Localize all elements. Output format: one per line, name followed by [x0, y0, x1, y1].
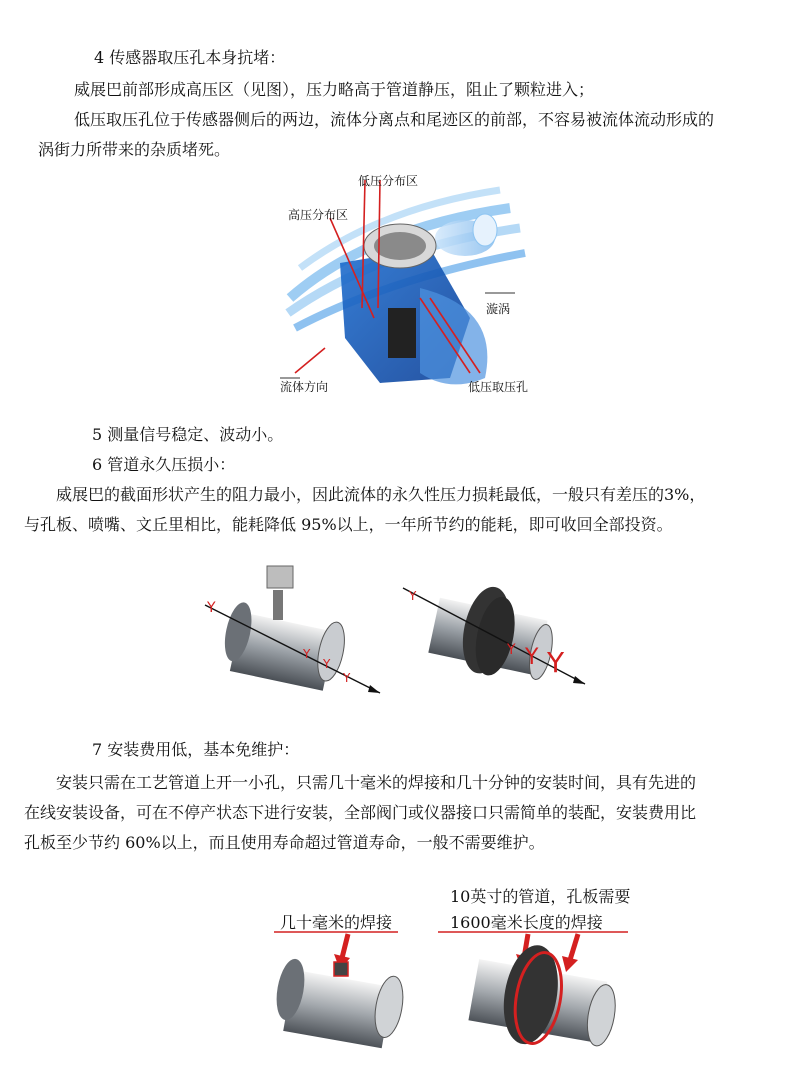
flow-direction-arrow — [295, 348, 325, 373]
section7-paragraph-line1: 安装只需在工艺管道上开一小孔，只需几十毫米的焊接和几十分钟的安装时间，具有先进的 — [56, 773, 697, 792]
section4-paragraph-1: 威展巴前部形成高压区（见图），压力略高于管道静压，阻止了颗粒进入； — [74, 80, 595, 99]
section5-heading: 5 测量信号稳定、波动小。 — [92, 425, 284, 444]
section4-heading: 4 传感器取压孔本身抗堵： — [94, 48, 286, 67]
pipe-with-flange-weld — [468, 941, 619, 1049]
y-marker: Y — [323, 657, 331, 671]
y-marker: Y — [525, 645, 539, 670]
section7-paragraph-line3: 孔板至少节约 60%以上，而且使用寿命超过管道寿命，一般不需要维护。 — [24, 833, 545, 852]
section4-paragraph-2-line2: 涡街力所带来的杂质堵死。 — [38, 140, 231, 159]
section6-paragraph-line1: 威展巴的截面形状产生的阻力最小，因此流体的永久性压力损耗最低，一般只有差压的3%， — [56, 485, 706, 504]
label-high-pressure-zone: 高压分布区 — [288, 208, 349, 222]
y-marker: Y — [409, 589, 417, 603]
label-low-pressure-port: 低压取压孔 — [468, 380, 529, 394]
y-marker: Y — [507, 642, 516, 658]
label-low-pressure-zone: 低压分布区 — [358, 174, 419, 188]
pipe-with-sensor — [220, 566, 349, 691]
section4-paragraph-2-line1: 低压取压孔位于传感器侧后的两边，流体分离点和尾迹区的前部，不容易被流体流动形成的 — [74, 110, 715, 129]
label-weld-big-line2: 1600毫米长度的焊接 — [450, 913, 603, 932]
label-weld-big-line1: 10英寸的管道，孔板需要 — [450, 887, 631, 906]
section7-heading: 7 安装费用低，基本免维护： — [92, 740, 300, 759]
section7-paragraph-line2: 在线安装设备，可在不停产状态下进行安装，全部阀门或仪器接口只需简单的装配，安装费用比 — [24, 803, 697, 822]
welding-comparison-figure — [268, 928, 638, 1068]
y-marker: Y — [207, 600, 216, 616]
y-marker: Y — [303, 647, 311, 661]
pipe-with-small-weld — [272, 957, 407, 1049]
label-flow-direction: 流体方向 — [280, 380, 329, 394]
label-weld-small: 几十毫米的焊接 — [280, 913, 393, 932]
section6-heading: 6 管道永久压损小： — [92, 455, 236, 474]
sensor-flow-diagram — [270, 168, 540, 398]
y-marker: Y — [547, 646, 565, 679]
y-marker: Y — [343, 671, 351, 685]
section6-paragraph-line2: 与孔板、喷嘴、文丘里相比，能耗降低 95%以上，一年所节约的能耗，即可收回全部投资。 — [24, 515, 673, 534]
pressure-loss-comparison-figure — [195, 560, 605, 710]
label-vortex: 漩涡 — [486, 302, 511, 316]
